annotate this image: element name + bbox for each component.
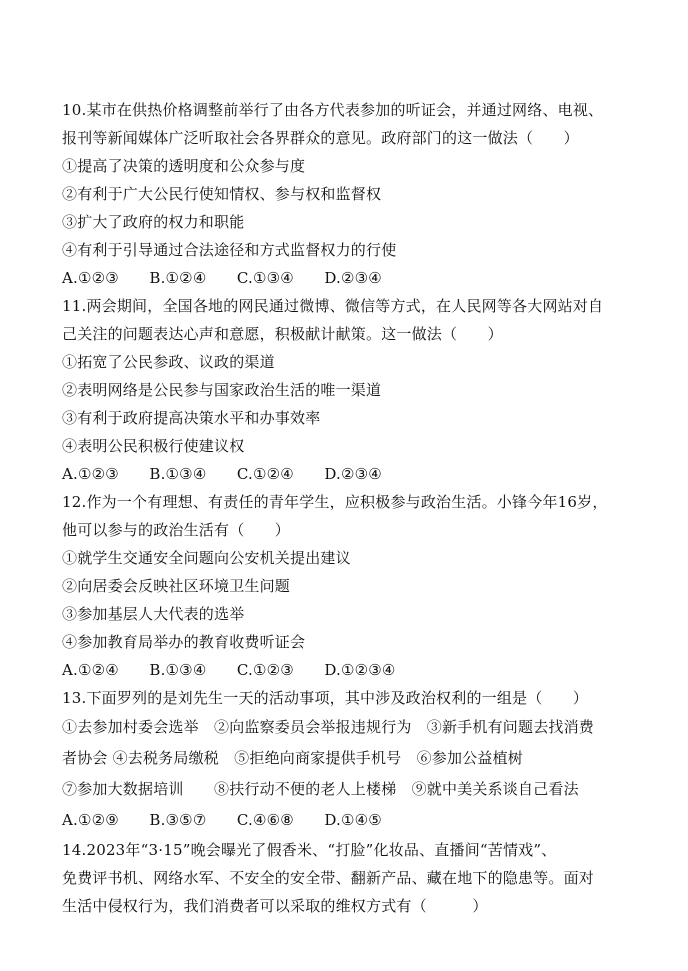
question-14: [62, 836, 640, 920]
exam-page: [62, 96, 640, 920]
statement-option: ④表明公民积极行使建议权: [62, 437, 245, 455]
statement-option: ①就学生交通安全问题向公安机关提出建议: [62, 549, 351, 567]
question-11: [62, 292, 640, 488]
question-stem-line: 12.作为一个有理想、有责任的青年学生，应积极参与政治生活。小锋今年16岁，: [62, 493, 608, 511]
question-stem-line: 报刊等新闻媒体广泛听取社会各界群众的意见。政府部门的这一做法（ ）: [62, 129, 579, 147]
question-12: [62, 488, 640, 684]
answer-choices: A.①②④ B.①③④ C.①②③ D.①②③④: [62, 661, 396, 679]
question-stem-line: 他可以参与的政治生活有（ ）: [62, 521, 291, 539]
statement-option: ④参加教育局举办的教育收费听证会: [62, 633, 306, 651]
statement-option: ③有利于政府提高决策水平和办事效率: [62, 409, 321, 427]
statement-option: ②有利于广大公民行使知情权、参与权和监督权: [62, 185, 382, 203]
question-stem-line: 13.下面罗列的是刘先生一天的活动事项，其中涉及政治权利的一组是（ ）: [62, 689, 589, 707]
question-10: [62, 96, 640, 292]
question-stem-line: 生活中侵权行为，我们消费者可以采取的维权方式有（ ）: [62, 897, 488, 915]
question-13: [62, 684, 640, 836]
statement-option: ①去参加村委会选举 ②向监察委员会举报违规行为 ③新手机有问题去找消费: [62, 718, 595, 736]
statement-option: ④有利于引导通过合法途径和方式监督权力的行使: [62, 241, 397, 259]
statement-option: ③参加基层人大代表的选举: [62, 605, 245, 623]
statement-option: ③扩大了政府的权力和职能: [62, 213, 245, 231]
statement-option: ①拓宽了公民参政、议政的渠道: [62, 353, 275, 371]
statement-option: ①提高了决策的透明度和公众参与度: [62, 157, 306, 175]
answer-choices: A.①②③ B.①②④ C.①③④ D.②③④: [62, 269, 382, 287]
question-stem-line: 11.两会期间，全国各地的网民通过微博、微信等方式，在人民网等各大网站对自: [62, 297, 604, 315]
answer-choices: A.①②⑨ B.③⑤⑦ C.④⑥⑧ D.①④⑤: [62, 811, 382, 829]
statement-option: ②表明网络是公民参与国家政治生活的唯一渠道: [62, 381, 382, 399]
question-stem-line: 己关注的问题表达心声和意愿，积极献计献策。这一做法（ ）: [62, 325, 503, 343]
answer-choices: A.①②③ B.①③④ C.①②④ D.②③④: [62, 465, 382, 483]
question-stem-line: 14.2023年“3·15”晚会曝光了假香米、“打脸”化妆品、直播间“苦情戏”、: [62, 841, 557, 859]
question-stem-line: 免费评书机、网络水军、不安全的安全带、翻新产品、藏在地下的隐患等。面对: [62, 869, 595, 887]
statement-option: ②向居委会反映社区环境卫生问题: [62, 577, 291, 595]
statement-option: 者协会 ④去税务局缴税 ⑤拒绝向商家提供手机号 ⑥参加公益植树: [62, 749, 523, 767]
statement-option: ⑦参加大数据培训 ⑧扶行动不便的老人上楼梯 ⑨就中美关系谈自己看法: [62, 780, 579, 798]
question-stem-line: 10.某市在供热价格调整前举行了由各方代表参加的听证会，并通过网络、电视、: [62, 101, 604, 119]
